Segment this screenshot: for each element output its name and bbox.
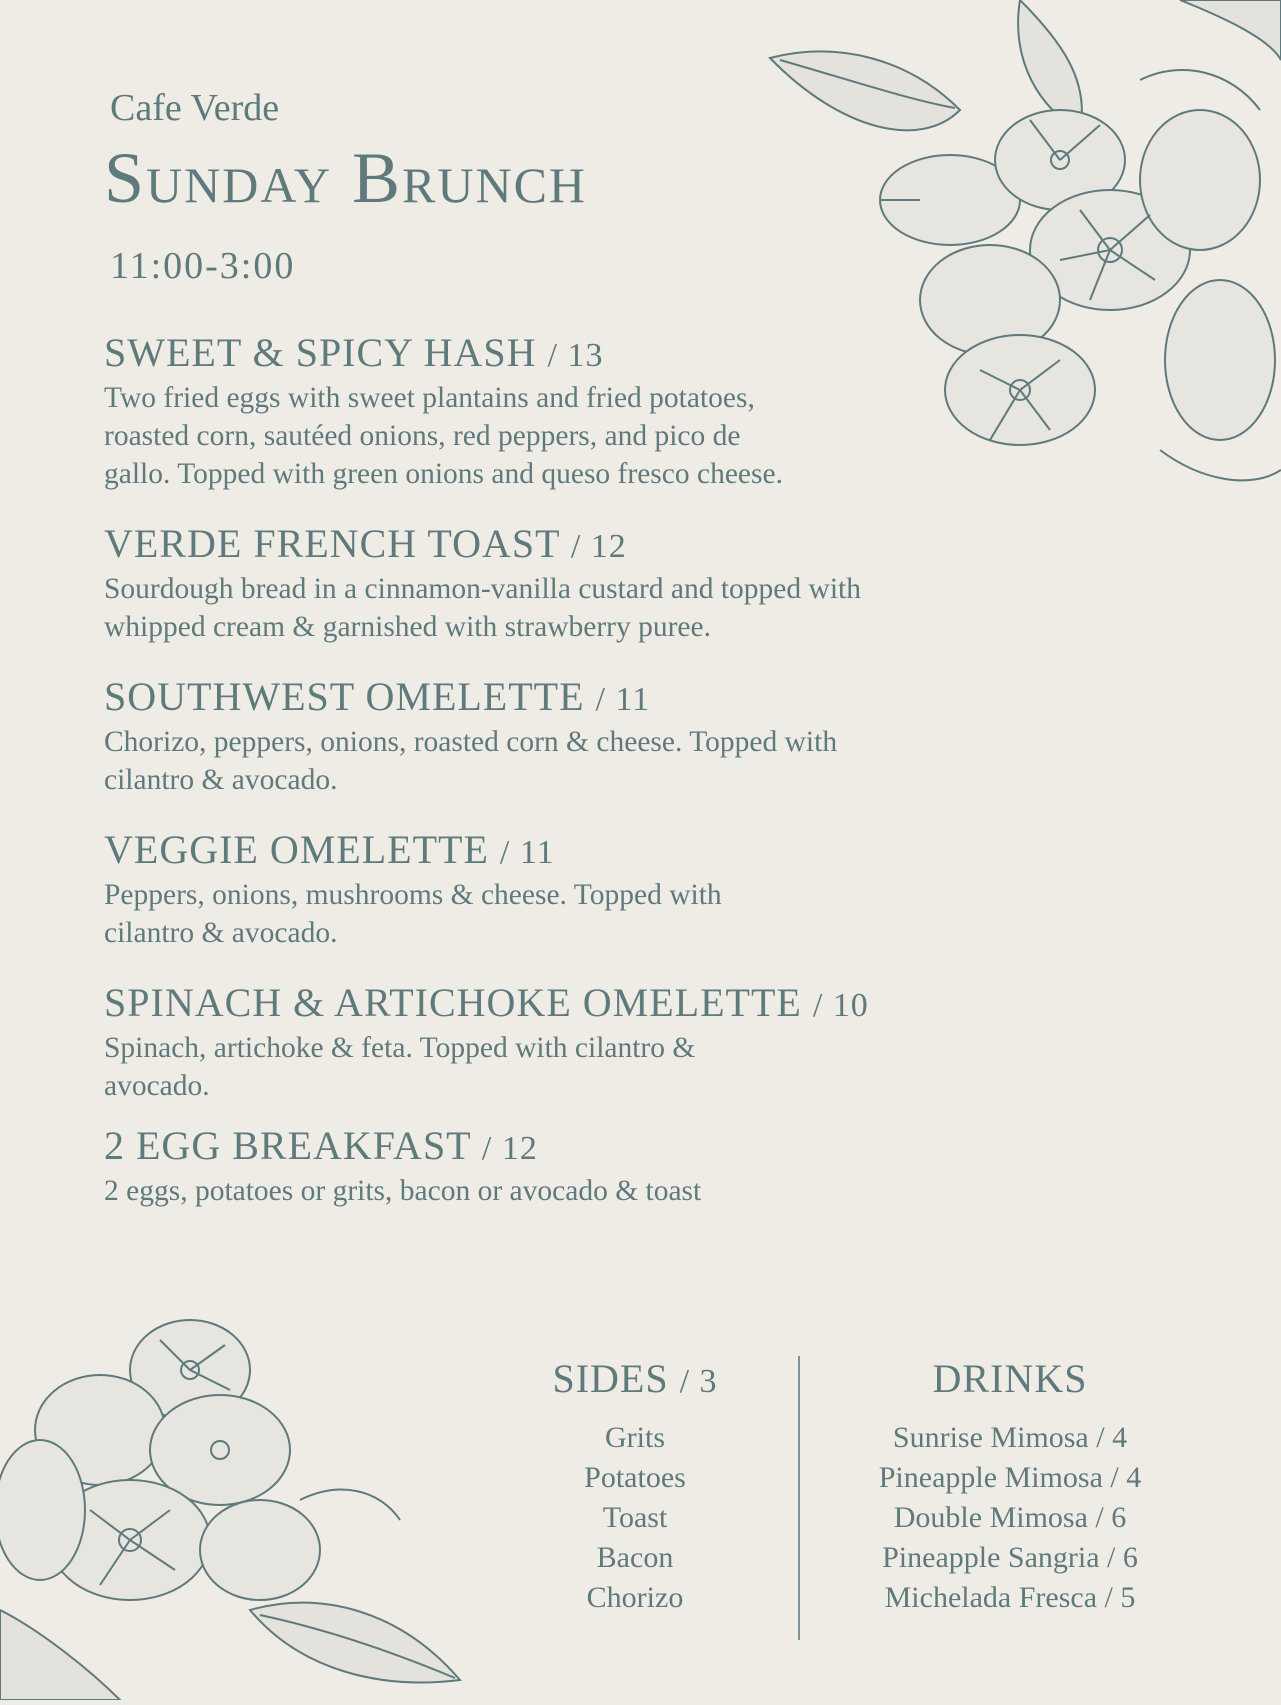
drink-item: Michelada Fresca / 5 [884,1581,1136,1614]
side-item: Bacon [596,1541,674,1574]
drink-item: Pineapple Sangria / 6 [882,1541,1138,1574]
item-name: 2 EGG BREAKFAST [104,1123,471,1168]
menu-item [104,521,1044,646]
column-divider [798,1356,800,1640]
menu-items-list [104,330,1044,1232]
item-price: / 13 [547,337,604,374]
item-price: / 11 [499,834,555,871]
item-description: Two fried eggs with sweet plantains and fried potatoes, roasted corn, sautéed onions, red peppers, and pico de gallo. Topped with green onions and queso fresco cheese. [104,382,783,490]
drinks-heading: DRINKS [932,1356,1088,1401]
item-price: / 12 [481,1130,538,1167]
menu-item [104,330,1044,493]
item-price: / 12 [570,528,627,565]
drink-item: Sunrise Mimosa / 4 [892,1421,1128,1454]
menu-item [104,827,1044,952]
sides-section [520,1355,750,1618]
item-name: SOUTHWEST OMELETTE [104,674,585,719]
item-description: 2 eggs, potatoes or grits, bacon or avocado & toast [104,1175,702,1207]
item-description: Chorizo, peppers, onions, roasted corn & cheese. Topped with cilantro & avocado. [104,726,838,796]
item-name: VEGGIE OMELETTE [104,827,489,872]
item-name: SPINACH & ARTICHOKE OMELETTE [104,980,802,1025]
item-price: / 10 [812,987,869,1024]
drink-item: Pineapple Mimosa / 4 [878,1461,1142,1494]
side-item: Potatoes [584,1461,686,1494]
drinks-section [820,1355,1200,1618]
menu-item [104,1123,1044,1210]
menu-item [104,980,1044,1105]
side-item: Toast [602,1501,668,1534]
floral-illustration-bottom-left [0,1310,500,1700]
item-description: Spinach, artichoke & feta. Topped with cilantro & avocado. [104,1032,696,1102]
menu-item [104,674,1044,799]
sides-heading: SIDES [552,1356,669,1401]
sides-price: / 3 [679,1363,718,1400]
drink-item: Double Mimosa / 6 [893,1501,1127,1534]
item-description: Sourdough bread in a cinnamon-vanilla custard and topped with whipped cream & garnished with strawberry puree. [104,573,861,643]
item-price: / 11 [595,681,651,718]
side-item: Grits [605,1421,665,1454]
item-name: SWEET & SPICY HASH [104,330,537,375]
item-name: VERDE FRENCH TOAST [104,521,560,566]
cafe-name: Cafe Verde [110,87,280,129]
brunch-hours: 11:00-3:00 [110,245,296,287]
page-title: Sunday Brunch [104,138,588,218]
item-description: Peppers, onions, mushrooms & cheese. Topped with cilantro & avocado. [104,879,722,949]
side-item: Chorizo [586,1581,684,1614]
